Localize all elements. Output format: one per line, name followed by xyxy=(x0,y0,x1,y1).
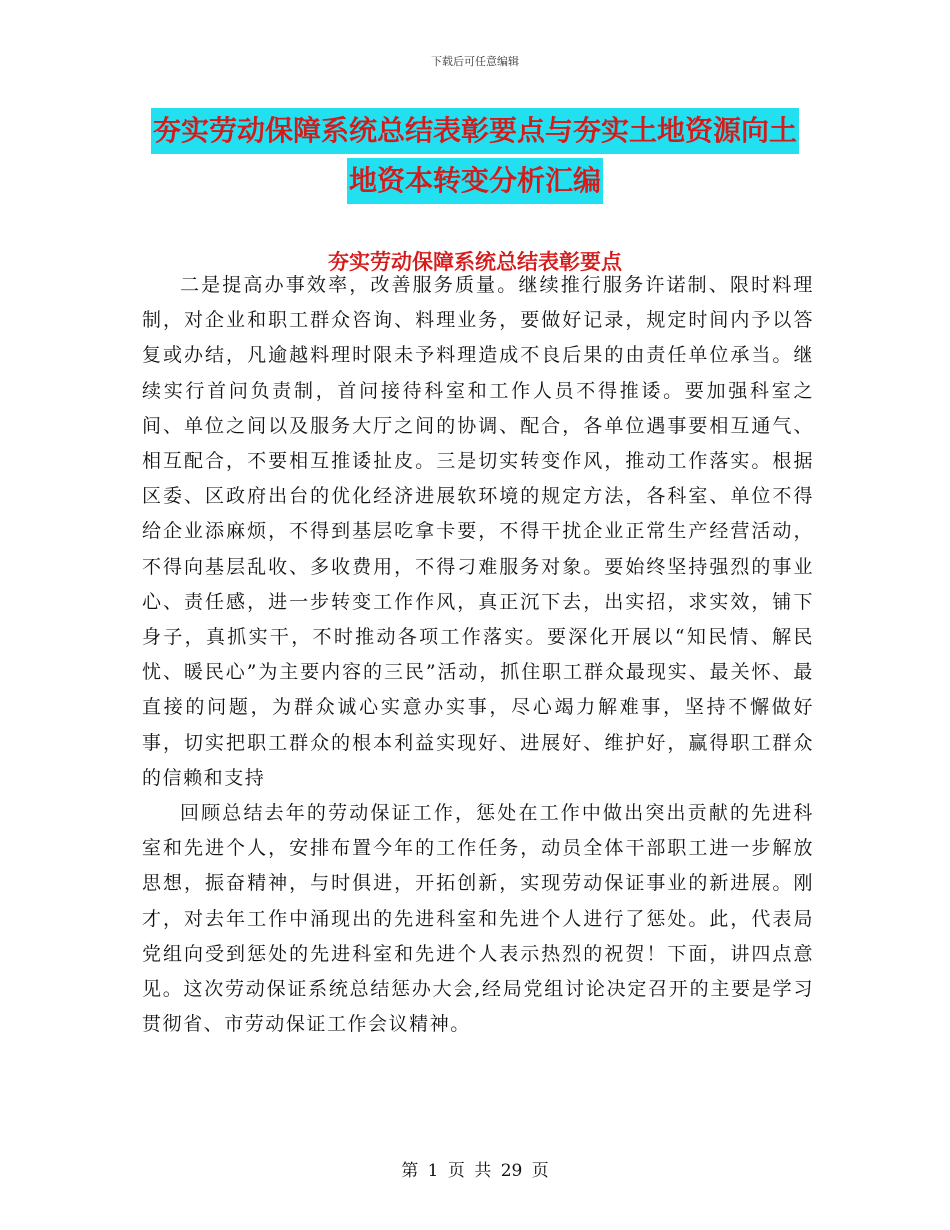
document-title xyxy=(0,108,950,208)
title-line-1: 夯实劳动保障系统总结表彰要点与夯实土地资源向土 xyxy=(151,108,799,154)
paragraph-2: 回顾总结去年的劳动保证工作，惩处在工作中做出突出贡献的先进科室和先进个人，安排布置今年的工作任务，动员全体干部职工进一步解放思想，振奋精神，与时俱进，开拓创新，实现劳动保证事业的新进展。刚才，对去年工作中涌现出的先进科室和先进个人进行了惩处。此，代表局党组向受到惩处的先进科室和先进个人表示热烈的祝贺！下面，讲四点意见。这次劳动保证系统总结惩办大会,经局党组讨论决定召开的主要是学习贯彻省、市劳动保证工作会议精神。 xyxy=(142,802,814,1036)
document-body xyxy=(142,268,814,1042)
page-number: 第 1 页 共 29 页 xyxy=(401,1161,549,1181)
section-heading: 夯实劳动保障系统总结表彰要点 xyxy=(328,250,622,274)
title-line-2: 地资本转变分析汇编 xyxy=(347,158,603,204)
paragraph-1: 二是提高办事效率，改善服务质量。继续推行服务许诺制、限时料理制，对企业和职工群众咨询、料理业务，要做好记录，规定时间内予以答复或办结，凡逾越料理时限未予料理造成不良后果的由责任单位承当。继续实行首问负责制，首问接待科室和工作人员不得推诿。要加强科室之间、单位之间以及服务大厅之间的协调、配合，各单位遇事要相互通气、相互配合，不要相互推诿扯皮。三是切实转变作风，推动工作落实。根据区委、区政府出台的优化经济进展软环境的规定方法，各科室、单位不得给企业添麻烦，不得到基层吃拿卡要，不得干扰企业正常生产经营活动，不得向基层乱收、多收费用，不得刁难服务对象。要始终坚持强烈的事业心、责任感，进一步转变工作作风，真正沉下去，出实招，求实效，铺下身子，真抓实干，不时推动各项工作落实。要深化开展以“知民情、解民忧、暖民心”为主要内容的三民”活动，抓住职工群众最现实、最关怀、最直接的问题，为群众诚心实意办实事，尽心竭力解难事，坚持不懈做好事，切实把职工群众的根本利益实现好、进展好、维护好，赢得职工群众的信赖和支持 xyxy=(142,274,814,789)
header-note: 下载后可任意编辑 xyxy=(431,55,519,68)
